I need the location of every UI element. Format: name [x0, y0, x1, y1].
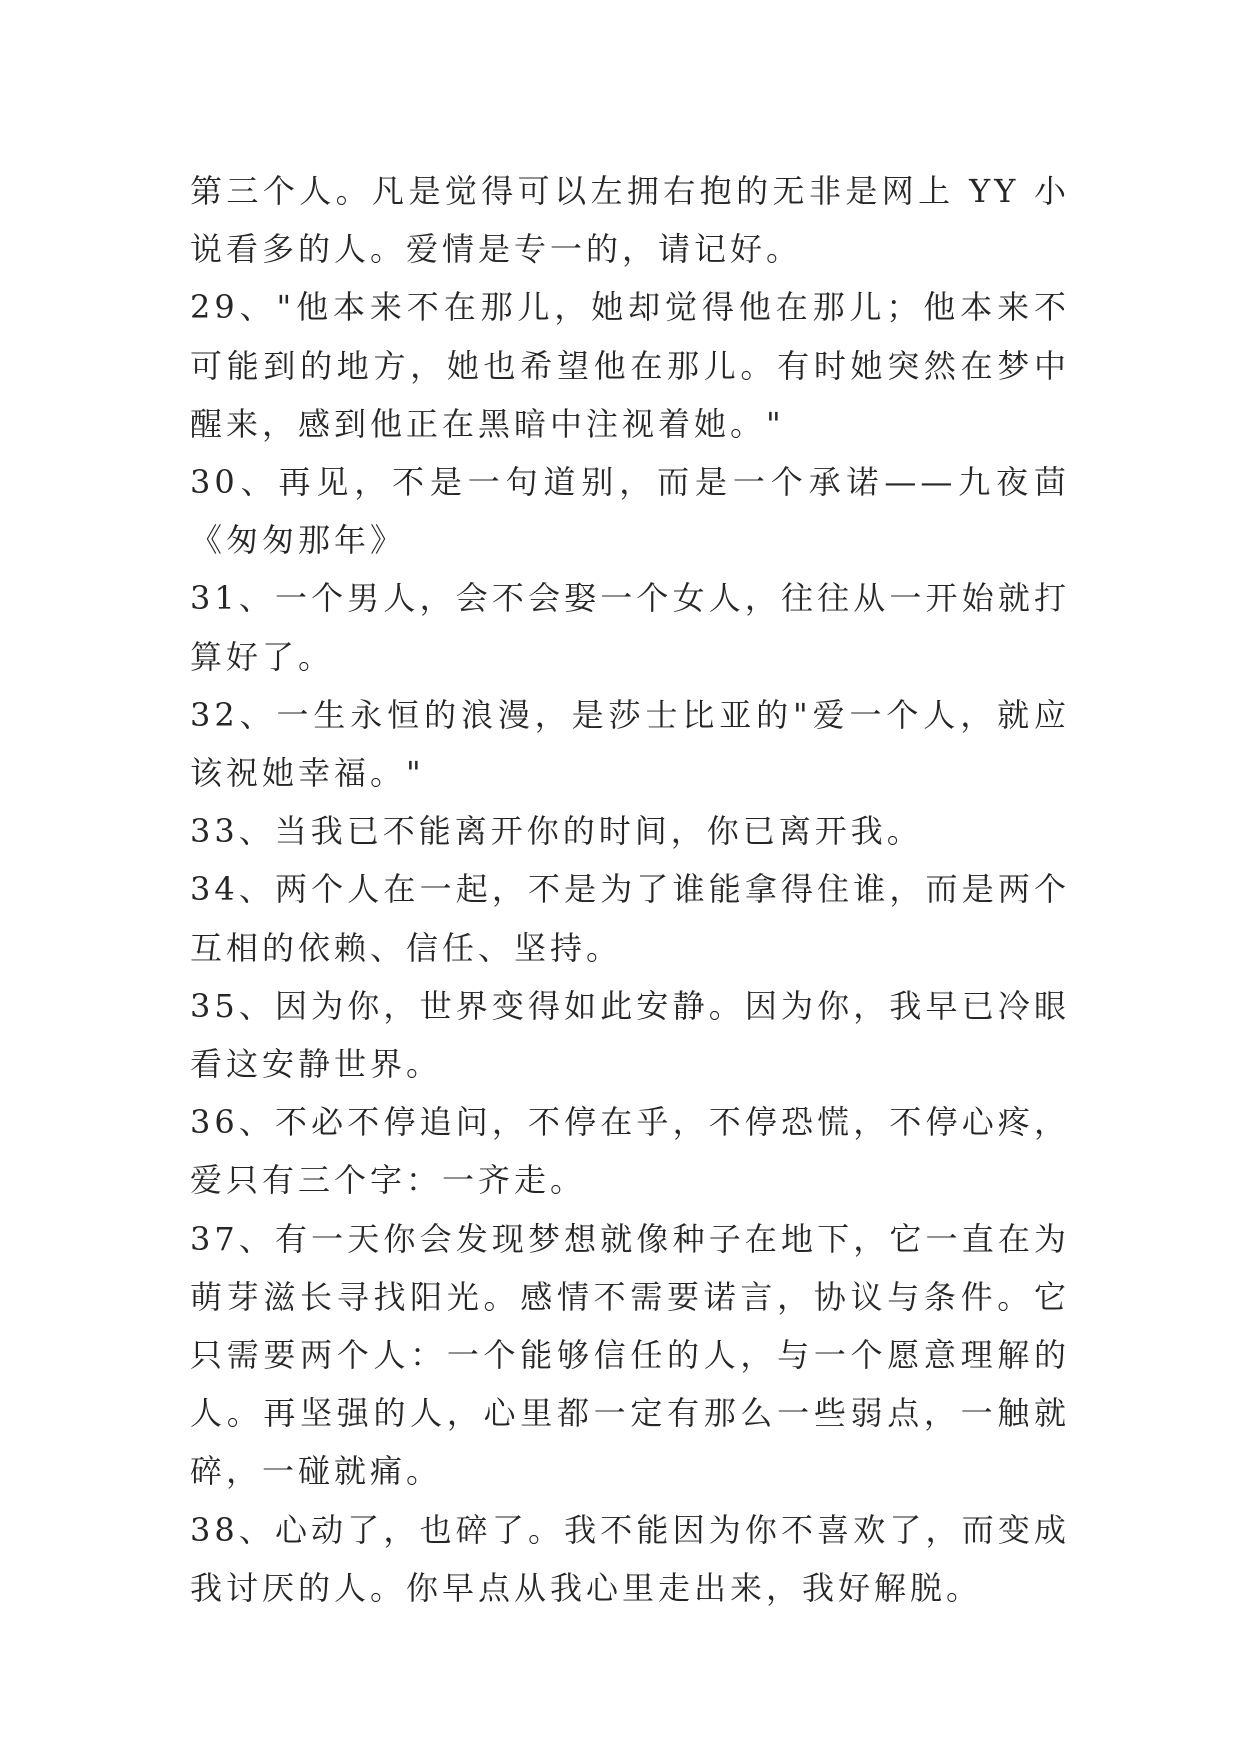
paragraph-continuation: 第三个人。凡是觉得可以左拥右抱的无非是网上 YY 小说看多的人。爱情是专一的，请记好。	[190, 172, 1070, 269]
paragraph-33: 33、当我已不能离开你的时间，你已离开我。	[190, 812, 923, 851]
paragraph-38: 38、心动了，也碎了。我不能因为你不喜欢了，而变成我讨厌的人。你早点从我心里走出来，我好解脱。	[190, 1510, 1070, 1607]
paragraph-37: 37、有一天你会发现梦想就像种子在地下，它一直在为萌芽滋长寻找阳光。感情不需要诺言，协议与条件。它只需要两个人：一个能够信任的人，与一个愿意理解的人。再坚强的人，心里都一定有那么一些弱点，一触就碎，一碰就痛。	[190, 1219, 1070, 1491]
paragraph-32: 32、一生永恒的浪漫，是莎士比亚的"爱一个人，就应该祝她幸福。"	[190, 695, 1070, 793]
paragraph-31: 31、一个男人，会不会娶一个女人，往往从一开始就打算好了。	[190, 579, 1070, 676]
paragraph-29: 29、"他本来不在那儿，她却觉得他在那儿；他本来不可能到的地方，她也希望他在那儿。有时她突然在梦中醒来，感到他正在黑暗中注视着她。"	[190, 288, 1070, 443]
paragraph-34: 34、两个人在一起，不是为了谁能拿得住谁，而是两个互相的依赖、信任、坚持。	[190, 870, 1070, 967]
paragraph-30: 30、再见，不是一句道别，而是一个承诺——九夜茴《匆匆那年》	[190, 463, 1070, 560]
document-body	[190, 162, 1070, 1617]
paragraph-36: 36、不必不停追问，不停在乎，不停恐慌，不停心疼，爱只有三个字：一齐走。	[190, 1103, 1070, 1200]
paragraph-35: 35、因为你，世界变得如此安静。因为你，我早已冷眼看这安静世界。	[190, 986, 1070, 1084]
